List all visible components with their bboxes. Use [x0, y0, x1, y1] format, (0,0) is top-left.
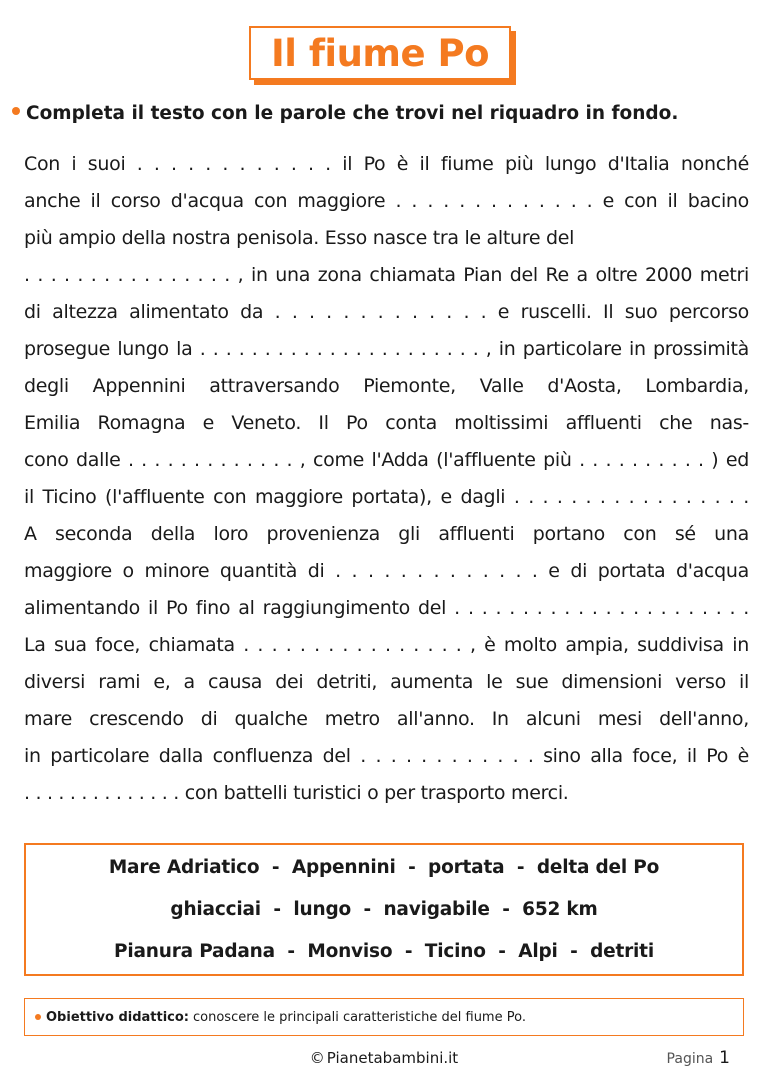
text-line: prosegue lungo la . . . . . . . . . . . . . . . . . . . . . . , in particolare in prossimità [24, 338, 749, 360]
objective-label: Obiettivo didattico: [46, 1009, 190, 1025]
text-line: anche il corso d'acqua con maggiore . . . . . . . . . . . . . e con il bacino [24, 190, 749, 212]
objective-text: conoscere le principali caratteristiche del fiume Po. [193, 1009, 526, 1025]
site-name: Pianetabambini.it [326, 1049, 459, 1067]
objective-box [24, 998, 744, 1036]
text-line: cono dalle . . . . . . . . . . . . . , come l'Adda (l'affluente più . . . . . . . . . . ) ed [24, 449, 749, 471]
text-line: diversi rami e, a causa dei detriti, aumenta le sue dimensioni verso il [24, 671, 749, 693]
text-line: il Ticino (l'affluente con maggiore portata), e dagli . . . . . . . . . . . . . . . . . [24, 486, 749, 508]
text-line: degli Appennini attraversando Piemonte, Valle d'Aosta, Lombardia, [24, 375, 749, 397]
word-bank-row: ghiacciai - lungo - navigabile - 652 km [170, 898, 598, 920]
text-line: Emilia Romagna e Veneto. Il Po conta moltissimi affluenti che nas- [24, 412, 749, 434]
text-line: maggiore o minore quantità di . . . . . . . . . . . . . e di portata d'acqua [24, 560, 749, 582]
page-number: 1 [719, 1048, 730, 1068]
bullet-icon [35, 1014, 41, 1020]
cloze-text [24, 146, 749, 812]
word-bank [24, 843, 744, 976]
title-box [249, 26, 511, 80]
text-line: La sua foce, chiamata . . . . . . . . . . . . . . . . , è molto ampia, suddivisa in [24, 634, 749, 656]
word-bank-row: Pianura Padana - Monviso - Ticino - Alpi - detriti [114, 940, 654, 962]
page-title: Il fiume Po [270, 31, 490, 75]
page-label: Pagina [666, 1051, 714, 1067]
footer-site [0, 1049, 768, 1067]
word-bank-row: Mare Adriatico - Appennini - portata - delta del Po [108, 856, 660, 878]
text-line: di altezza alimentato da . . . . . . . . . . . . . e ruscelli. Il suo percorso [24, 301, 749, 323]
page-indicator [667, 1048, 730, 1068]
text-line: . . . . . . . . . . . . . . con battelli turistici o per trasporto merci. [24, 782, 569, 804]
bullet-icon [12, 107, 20, 115]
text-line: mare crescendo di qualche metro all'anno. In alcuni mesi dell'anno, [24, 708, 749, 730]
text-line: più ampio della nostra penisola. Esso nasce tra le alture del [24, 227, 575, 249]
instruction [12, 103, 752, 124]
instruction-text: Completa il testo con le parole che trovi nel riquadro in fondo. [26, 103, 679, 124]
text-line: alimentando il Po fino al raggiungimento del . . . . . . . . . . . . . . . . . . . . . . [24, 597, 749, 619]
text-line: . . . . . . . . . . . . . . . . , in una zona chiamata Pian del Re a oltre 2000 metri [24, 264, 749, 286]
text-line: Con i suoi . . . . . . . . . . . . il Po è il fiume più lungo d'Italia nonché [24, 153, 749, 175]
text-line: A seconda della loro provenienza gli affluenti portano con sé una [24, 523, 749, 545]
text-line: in particolare dalla confluenza del . . . . . . . . . . . . sino alla foce, il Po è [24, 745, 749, 767]
copyright-icon: © [309, 1049, 325, 1067]
